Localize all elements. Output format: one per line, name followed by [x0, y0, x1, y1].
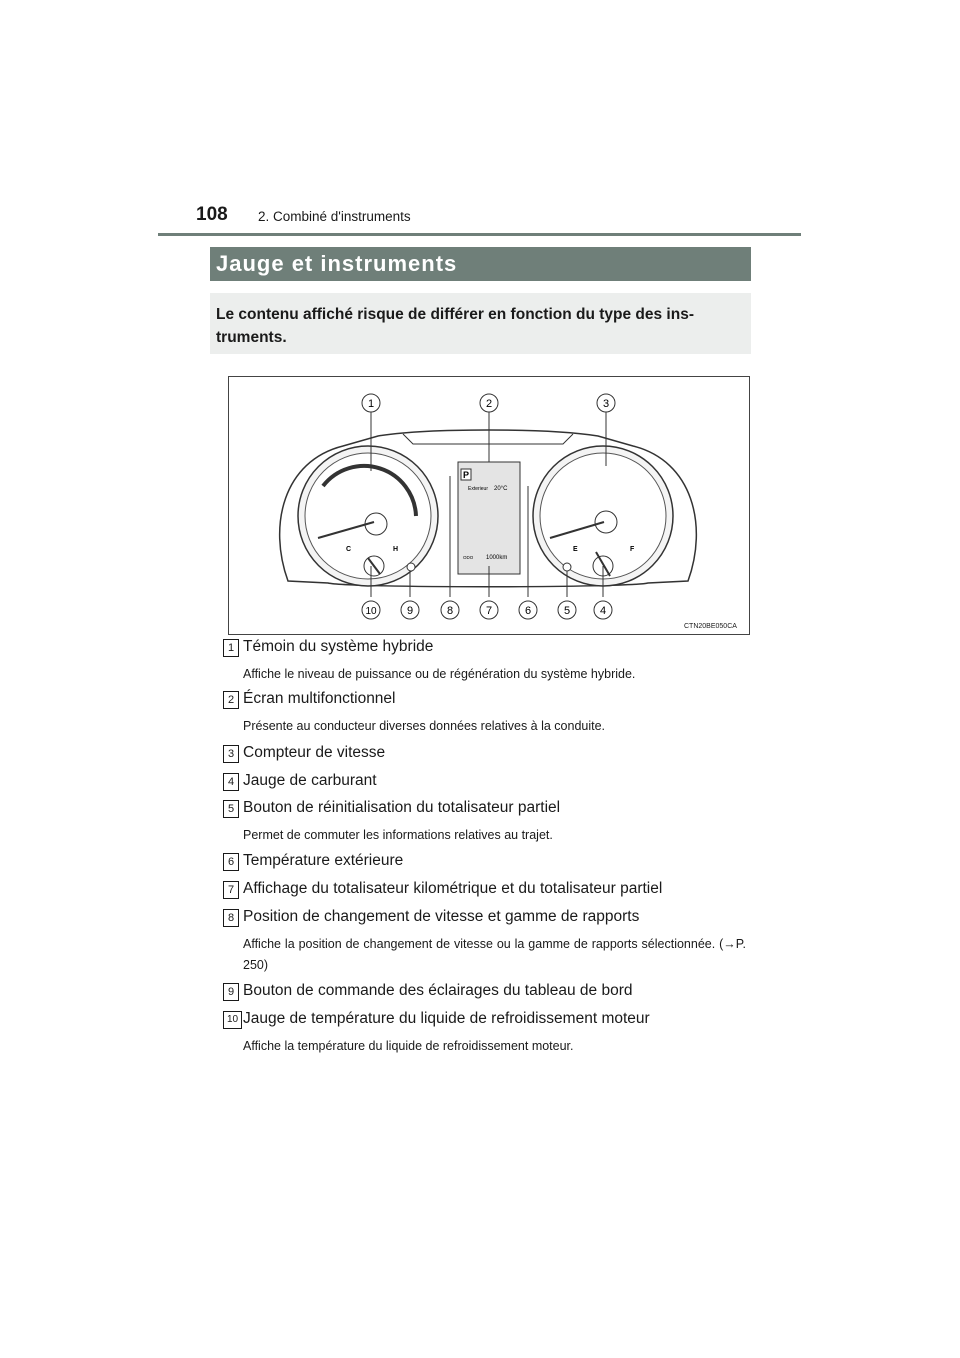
- light-control-knob[interactable]: [407, 563, 415, 571]
- callout-3: 3: [602, 398, 610, 410]
- item-description: Affiche la température du liquide de refroidissement moteur.: [243, 1039, 574, 1053]
- odo-value: 1000km: [486, 555, 508, 561]
- item-marker: 6: [223, 853, 239, 871]
- empty-letter: E: [573, 546, 578, 553]
- item-marker: 2: [223, 691, 239, 709]
- figure-code: CTN20BE050CA: [684, 623, 737, 630]
- callout-1: 1: [367, 398, 375, 410]
- callout-6: 6: [524, 605, 532, 617]
- item-label: Jauge de température du liquide de refroidissement moteur: [243, 1010, 650, 1027]
- item-marker: 1: [223, 639, 239, 657]
- item-label: Température extérieure: [243, 852, 404, 869]
- callout-8: 8: [446, 605, 454, 617]
- item-label: Jauge de carburant: [243, 772, 377, 789]
- item-label: Témoin du système hybride: [243, 638, 434, 655]
- gear-indicator: P: [463, 470, 470, 480]
- hot-letter: H: [393, 546, 399, 553]
- outside-temp-label: Exterieur: [468, 486, 489, 492]
- left-gauge: [298, 446, 438, 586]
- item-marker: 7: [223, 881, 239, 899]
- outside-temp-value: 20°C: [494, 486, 508, 492]
- callout-9: 9: [406, 605, 414, 617]
- callout-2: 2: [485, 398, 493, 410]
- callout-10: 10: [365, 606, 377, 617]
- cold-letter: C: [346, 546, 352, 553]
- instrument-cluster-figure: [228, 376, 750, 635]
- item-description: Permet de commuter les informations relatives au trajet.: [243, 828, 553, 842]
- intro-text: Le contenu affiché risque de différer en fonction du type des ins-truments.: [216, 306, 694, 346]
- multi-info-display: [458, 462, 520, 574]
- odo-label: ODO: [463, 555, 474, 560]
- item-marker: 10: [223, 1011, 242, 1029]
- full-letter: F: [630, 546, 635, 553]
- item-description: Affiche la position de changement de vitesse ou la gamme de rapports sélectionnée. (→P. 250): [243, 937, 746, 972]
- item-description: Présente au conducteur diverses données relatives à la conduite.: [243, 719, 606, 733]
- item-label: Position de changement de vitesse et gamme de rapports: [243, 908, 640, 925]
- item-marker: 5: [223, 800, 239, 818]
- trip-reset-knob[interactable]: [563, 563, 571, 571]
- page-number: 108: [196, 204, 228, 225]
- item-label: Affichage du totalisateur kilométrique et du totalisateur partiel: [243, 880, 663, 897]
- item-description: Affiche le niveau de puissance ou de régénération du système hybride.: [243, 667, 636, 681]
- item-marker: 8: [223, 909, 239, 927]
- item-label: Bouton de réinitialisation du totalisateur partiel: [243, 799, 561, 816]
- item-label: Bouton de commande des éclairages du tableau de bord: [243, 982, 633, 999]
- item-label: Écran multifonctionnel: [243, 690, 396, 707]
- item-label: Compteur de vitesse: [243, 744, 386, 761]
- right-gauge: [533, 446, 673, 586]
- callout-4: 4: [599, 605, 607, 617]
- header-rule: [158, 233, 801, 236]
- callout-5: 5: [563, 605, 571, 617]
- intro-box: [210, 293, 751, 354]
- chapter-title: 2. Combiné d'instruments: [258, 209, 411, 224]
- section-title-bar: [210, 247, 751, 281]
- item-marker: 4: [223, 773, 239, 791]
- item-marker: 9: [223, 983, 239, 1001]
- item-marker: 3: [223, 745, 239, 763]
- section-title: Jauge et instruments: [216, 251, 458, 276]
- callout-7: 7: [485, 605, 493, 617]
